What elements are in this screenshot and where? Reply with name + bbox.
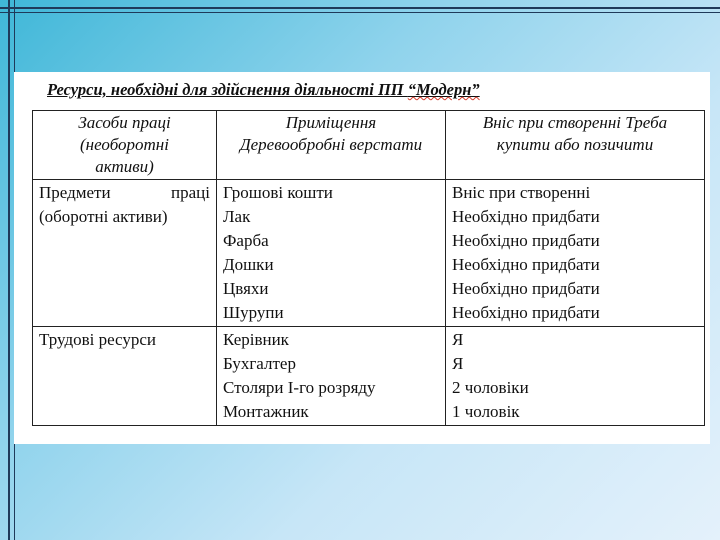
header-text: активи) bbox=[95, 157, 154, 176]
list-item: 2 чоловіки bbox=[452, 378, 529, 397]
header-cell-premises bbox=[217, 111, 446, 180]
list-item: Лак bbox=[223, 207, 251, 226]
row-label-labor-resources bbox=[33, 327, 217, 426]
resources-table bbox=[32, 110, 705, 426]
list-item: Шурупи bbox=[223, 303, 284, 322]
document-image bbox=[14, 72, 710, 444]
list-item: Бухгалтер bbox=[223, 354, 296, 373]
document-title-org: “Модерн” bbox=[407, 80, 480, 99]
list-item: Необхідно придбати bbox=[452, 255, 600, 274]
list-item: Необхідно придбати bbox=[452, 279, 600, 298]
list-item: Необхідно придбати bbox=[452, 231, 600, 250]
list-item: Грошові кошти bbox=[223, 183, 333, 202]
row-label-line: (оборотні активи) bbox=[39, 207, 168, 226]
list-item: Цвяхи bbox=[223, 279, 269, 298]
list-item: Необхідно придбати bbox=[452, 207, 600, 226]
items-cell bbox=[217, 180, 446, 327]
list-item: Я bbox=[452, 354, 464, 373]
document-title-main: Ресурси, необхідні для здійснення діяльності ПП bbox=[47, 80, 408, 99]
list-item: Монтажник bbox=[223, 402, 309, 421]
status-cell bbox=[446, 327, 705, 426]
list-item: Я bbox=[452, 330, 464, 349]
row-label-word: Предмети bbox=[39, 183, 111, 202]
list-item: Вніс при створенні bbox=[452, 183, 591, 202]
header-cell-contribution bbox=[446, 111, 705, 180]
frame-line-horizontal-thin bbox=[0, 12, 720, 13]
list-item: Керівник bbox=[223, 330, 289, 349]
items-cell bbox=[217, 327, 446, 426]
document-title bbox=[47, 80, 480, 100]
row-label-line: Трудові ресурси bbox=[39, 330, 157, 349]
list-item: 1 чоловік bbox=[452, 402, 520, 421]
header-text: Приміщення bbox=[285, 113, 377, 132]
frame-line-vertical bbox=[8, 0, 10, 540]
list-item: Фарба bbox=[223, 231, 269, 250]
header-text: купити або позичити bbox=[496, 135, 654, 154]
table-row-working-assets bbox=[33, 180, 705, 327]
row-label-line bbox=[39, 181, 210, 205]
row-label-working-assets bbox=[33, 180, 217, 327]
header-text: Засоби праці bbox=[78, 113, 171, 132]
header-text: (необоротні bbox=[80, 135, 169, 154]
list-item: Необхідно придбати bbox=[452, 303, 600, 322]
header-text: Деревообробні верстати bbox=[239, 135, 423, 154]
list-item: Столяри І-го розряду bbox=[223, 378, 376, 397]
row-label-word: праці bbox=[171, 183, 210, 202]
status-cell bbox=[446, 180, 705, 327]
header-cell-fixed-assets bbox=[33, 111, 217, 180]
header-text: Вніс при створенні Треба bbox=[482, 113, 668, 132]
table-row-labor-resources bbox=[33, 327, 705, 426]
list-item: Дошки bbox=[223, 255, 274, 274]
table-header-row bbox=[33, 111, 705, 180]
frame-line-horizontal bbox=[0, 7, 720, 9]
